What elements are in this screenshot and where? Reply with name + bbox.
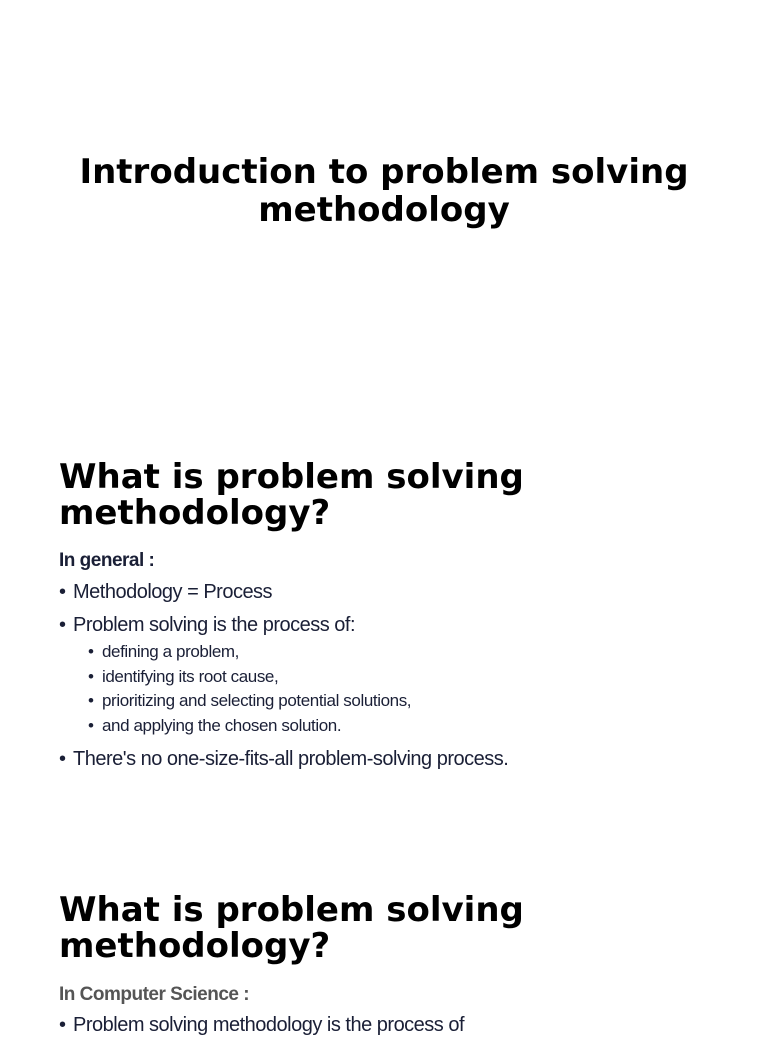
bullet-item-text: Problem solving is the process of:	[73, 614, 356, 636]
sub-bullet-item: • defining a problem,	[88, 640, 739, 665]
slide-general	[0, 420, 768, 860]
sub-bullet-item: • identifying its root cause,	[88, 665, 739, 690]
bullet-item: • Methodology = Process	[59, 580, 739, 604]
slide-computer-science	[0, 860, 768, 1036]
slide-title-heading: Introduction to problem solving methodology	[79, 152, 689, 230]
sub-bullet-item: • prioritizing and selecting potential solutions,	[88, 689, 739, 714]
slide-subheading: In Computer Science :	[59, 984, 250, 1005]
slide-title	[0, 0, 768, 420]
slide-heading: What is problem solving methodology?	[59, 890, 524, 966]
bullet-list	[59, 580, 739, 780]
sub-bullet-list	[88, 640, 739, 738]
bullet-item: • There's no one-size-fits-all problem-solving process.	[59, 747, 739, 771]
bullet-item: • Problem solving methodology is the process of	[59, 1013, 464, 1037]
bullet-item	[59, 613, 739, 738]
sub-bullet-item: • and applying the chosen solution.	[88, 714, 739, 739]
slide-subheading: In general :	[59, 550, 155, 571]
slide-heading: What is problem solving methodology?	[59, 457, 524, 533]
